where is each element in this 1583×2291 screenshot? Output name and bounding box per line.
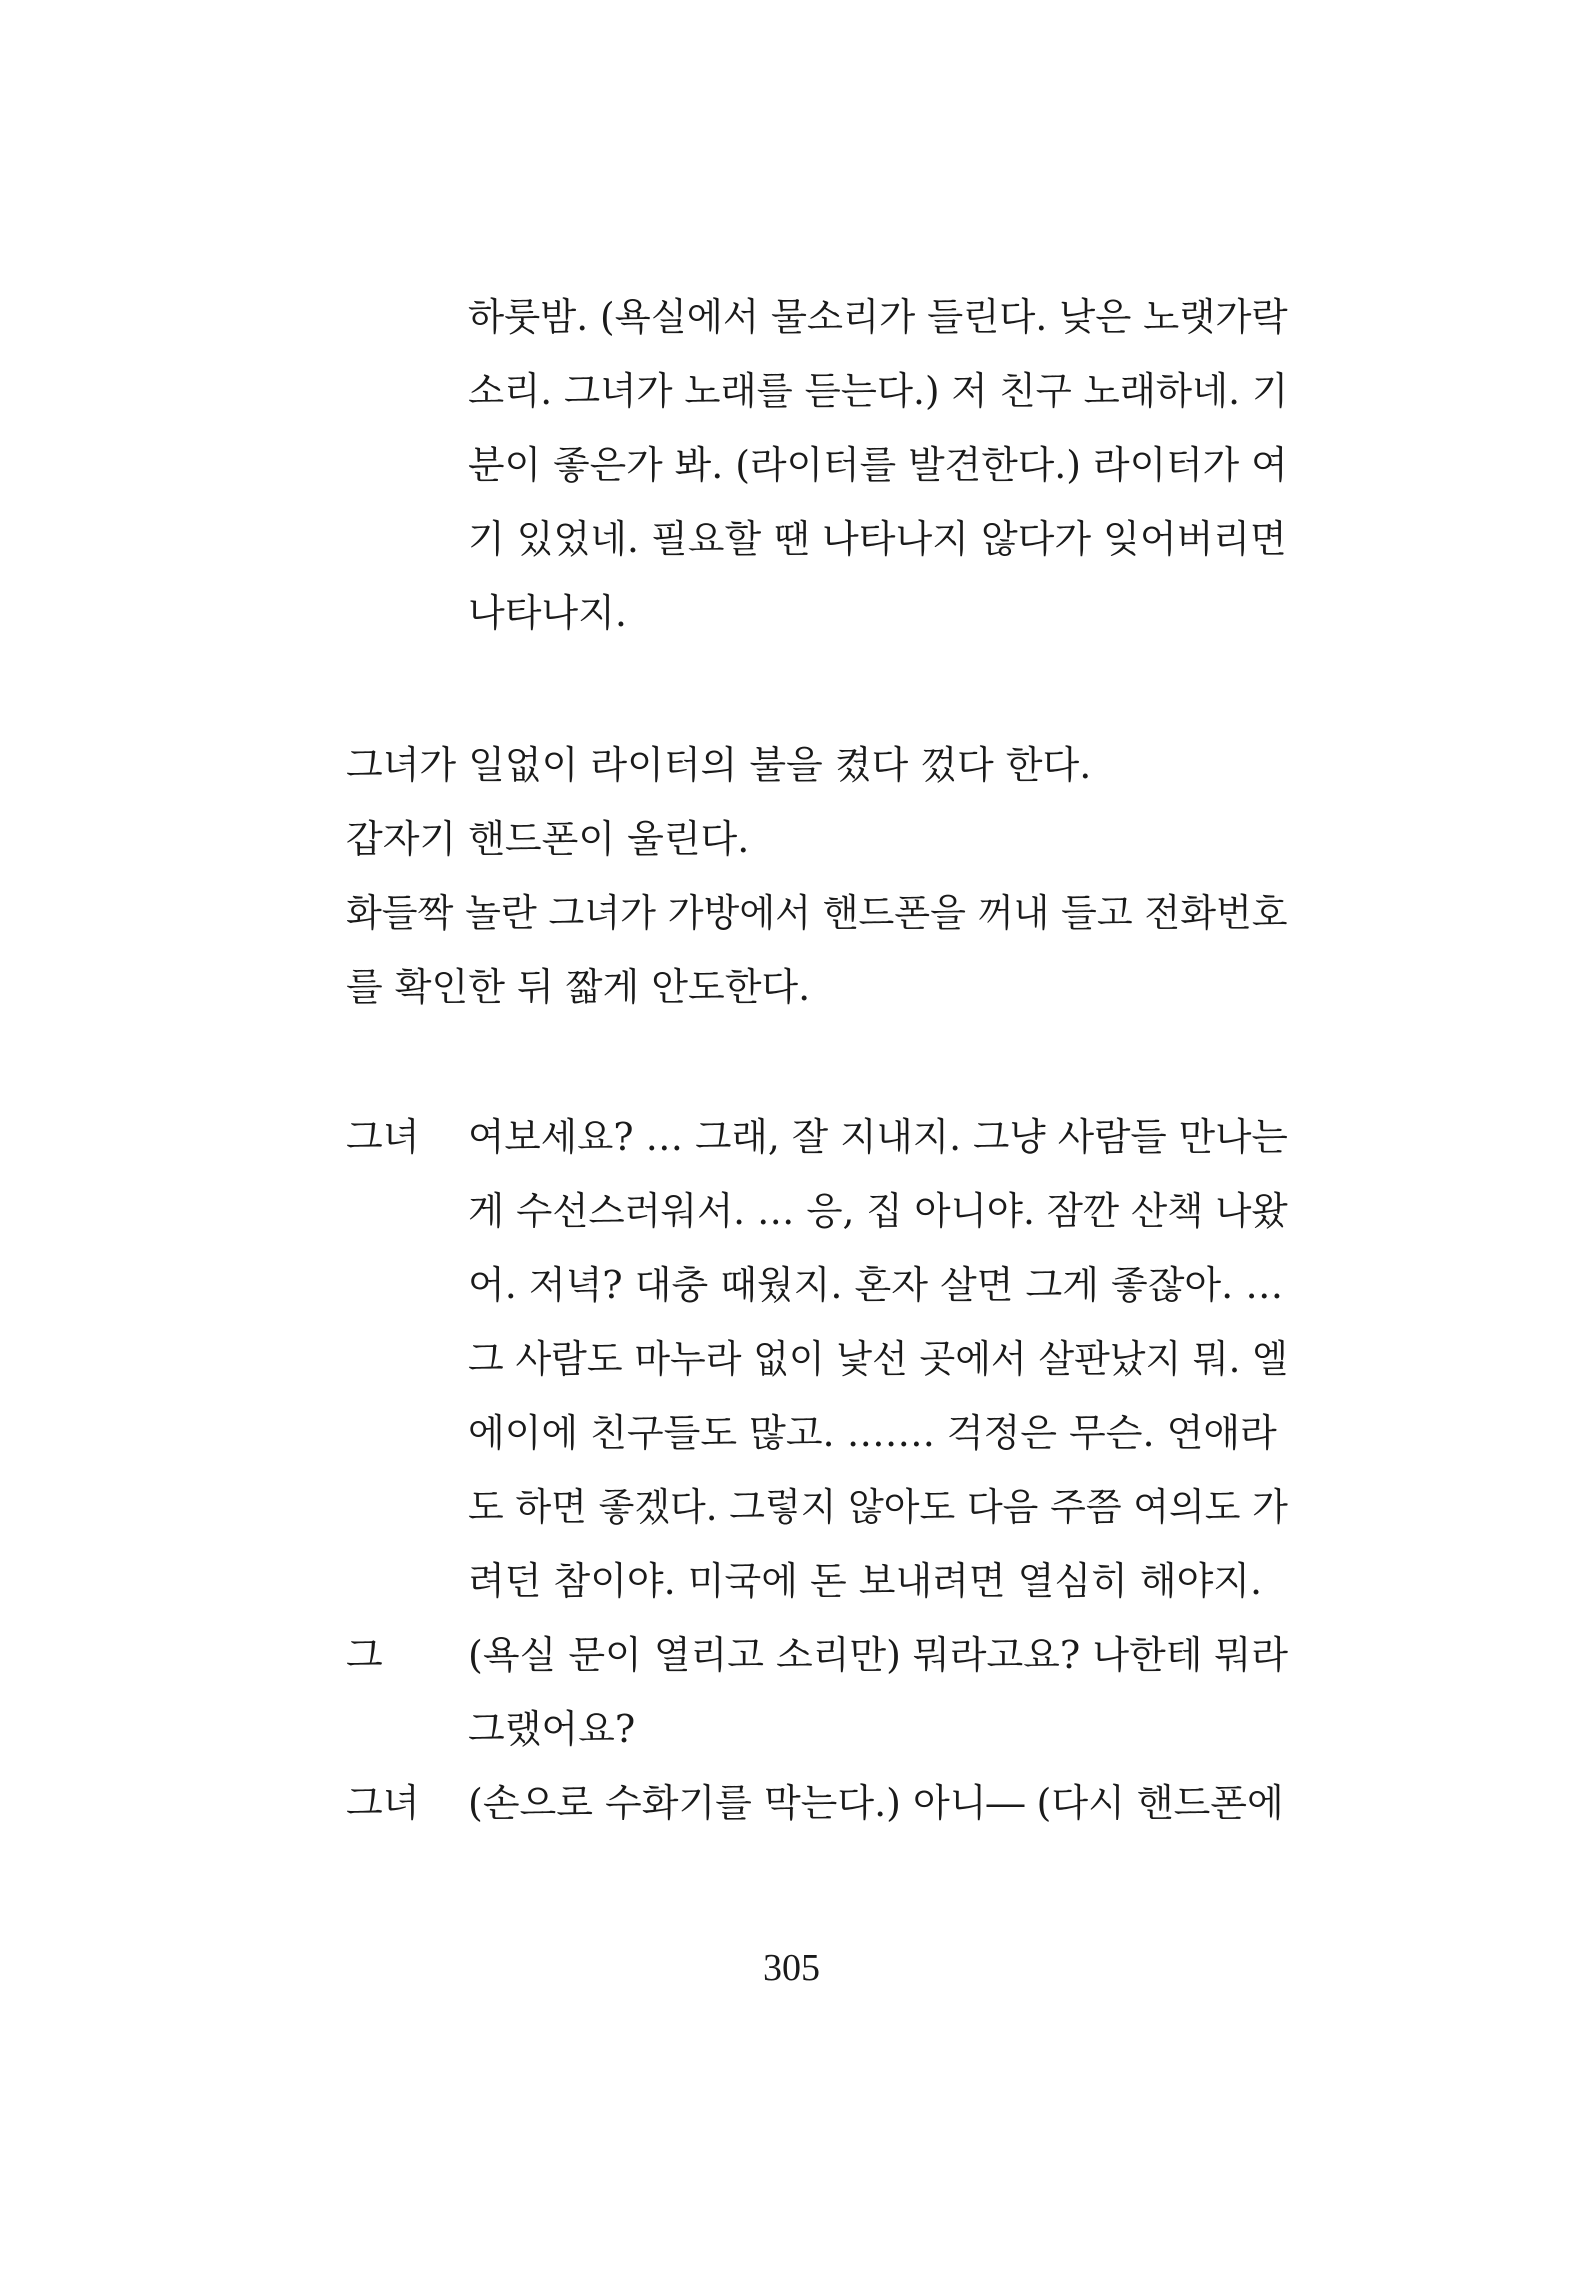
- dialogue-line: 에이에 친구들도 많고. ……. 걱정은 무슨. 연애라: [468, 1411, 1277, 1455]
- page-number: 305: [763, 1947, 820, 1989]
- dialogue-line: 그랬어요?: [468, 1707, 636, 1751]
- dialogue-line: 나타나지.: [468, 591, 627, 635]
- dialogue-line: 도 하면 좋겠다. 그렇지 않아도 다음 주쯤 여의도 가: [468, 1485, 1288, 1529]
- dialogue-line: (손으로 수화기를 막는다.) 아니― (다시 핸드폰에: [468, 1781, 1284, 1825]
- speaker-name: 그녀: [346, 1781, 420, 1825]
- stage-direction-line: 갑자기 핸드폰이 울린다.: [346, 817, 750, 861]
- dialogue-line: 여보세요? … 그래, 잘 지내지. 그냥 사람들 만나는: [468, 1115, 1288, 1159]
- dialogue-line: 게 수선스러워서. … 응, 집 아니야. 잠깐 산책 나왔: [468, 1189, 1288, 1233]
- dialogue-line: 하룻밤. (욕실에서 물소리가 들린다. 낮은 노랫가락: [468, 295, 1288, 339]
- speaker-name: 그녀: [346, 1115, 420, 1159]
- dialogue-line: 소리. 그녀가 노래를 듣는다.) 저 친구 노래하네. 기: [468, 369, 1289, 413]
- dialogue-line: 분이 좋은가 봐. (라이터를 발견한다.) 라이터가 여: [468, 443, 1288, 487]
- stage-direction-line: 화들짝 놀란 그녀가 가방에서 핸드폰을 꺼내 들고 전화번호: [346, 891, 1288, 935]
- stage-direction-line: 그녀가 일없이 라이터의 불을 켰다 껐다 한다.: [346, 743, 1092, 787]
- dialogue-line: 그 사람도 마누라 없이 낯선 곳에서 살판났지 뭐. 엘: [468, 1337, 1288, 1381]
- dialogue-line: 어. 저녁? 대충 때웠지. 혼자 살면 그게 좋잖아. …: [468, 1263, 1284, 1307]
- stage-direction-line: 를 확인한 뒤 짧게 안도한다.: [346, 965, 811, 1009]
- dialogue-line: 려던 참이야. 미국에 돈 보내려면 열심히 해야지.: [468, 1559, 1263, 1603]
- dialogue-line: 기 있었네. 필요할 땐 나타나지 않다가 잊어버리면: [468, 517, 1287, 561]
- speaker-name: 그: [346, 1633, 383, 1677]
- dialogue-line: (욕실 문이 열리고 소리만) 뭐라고요? 나한테 뭐라: [468, 1633, 1288, 1677]
